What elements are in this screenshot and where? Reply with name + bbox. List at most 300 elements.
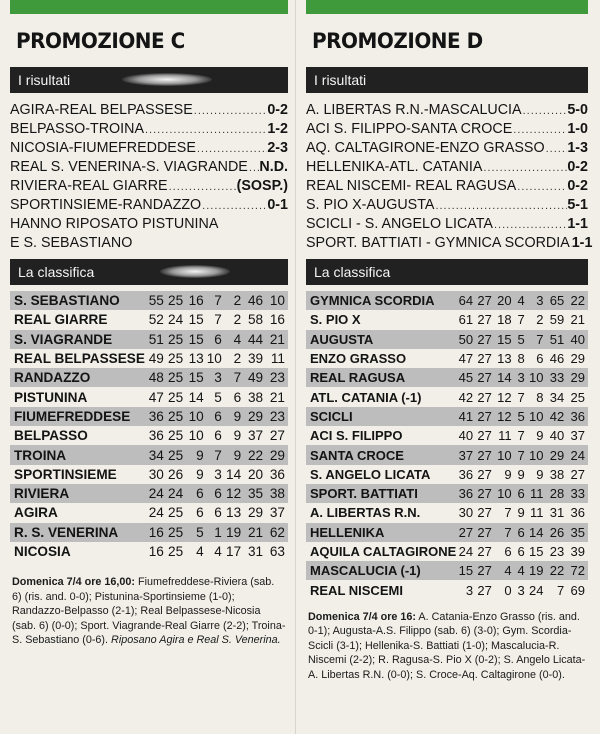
team-name: RANDAZZO <box>10 368 145 387</box>
stat-n: 6 <box>207 330 225 349</box>
stat-gf: 23 <box>549 544 565 559</box>
stat-p: 15 <box>528 544 544 559</box>
match-score: 1-0 <box>567 121 588 137</box>
stat-pts: 30 <box>458 505 474 521</box>
stat-gs: 62 <box>266 523 288 542</box>
stat-p: 2 <box>225 291 244 310</box>
result-row <box>10 177 288 196</box>
stat-n: 6 <box>207 407 225 426</box>
stat-pts: 45 <box>456 368 476 387</box>
team-name: SCICLI <box>306 407 456 426</box>
stat-n: 6 <box>207 484 225 503</box>
stat-n: 7 <box>517 312 525 328</box>
stat-pts: 15 <box>456 561 476 580</box>
team-name: S. ANGELO LICATA <box>310 466 431 482</box>
standings-row <box>306 503 588 522</box>
match-score: 2-3 <box>267 140 288 156</box>
stat-v: 10 <box>188 428 204 444</box>
stat-v: 4 <box>196 544 204 559</box>
stat-g: 25 <box>168 428 184 444</box>
stat-v: 4 <box>495 561 515 580</box>
match-name: NICOSIA-FIUMEFREDDESE <box>10 140 196 156</box>
stat-g: 27 <box>476 445 495 464</box>
stat-gs: 39 <box>570 544 585 559</box>
standings-row <box>306 387 588 406</box>
schedule-note <box>10 575 288 648</box>
standings-row <box>306 445 588 464</box>
stat-gf: 31 <box>247 544 264 559</box>
stat-gs: 37 <box>570 428 585 444</box>
stat-g: 27 <box>476 291 495 310</box>
match-score: 0-2 <box>567 178 588 194</box>
stat-g: 25 <box>167 523 186 542</box>
stat-gf: 38 <box>549 466 565 482</box>
team-name: AQUILA CALTAGIRONE <box>310 544 457 559</box>
standings-row <box>306 542 588 561</box>
stat-n: 7 <box>207 445 225 464</box>
match-name: REAL NISCEMI- REAL RAGUSA <box>306 178 517 194</box>
match-name: SCICLI - S. ANGELO LICATA <box>306 216 493 232</box>
standings-row <box>10 387 288 406</box>
stat-pts: 40 <box>458 428 474 444</box>
team-name: S. SEBASTIANO <box>10 291 145 310</box>
stat-g: 25 <box>167 368 186 387</box>
standings-row <box>306 330 588 349</box>
result-row <box>306 139 588 158</box>
stat-n: 3 <box>517 582 525 598</box>
stat-p: 10 <box>528 445 547 464</box>
stat-v: 10 <box>495 445 515 464</box>
stat-g: 27 <box>477 505 492 521</box>
stat-g: 25 <box>168 505 184 521</box>
result-row <box>306 215 588 234</box>
stat-g: 25 <box>168 389 184 405</box>
stat-v: 11 <box>498 428 512 444</box>
stat-n: 9 <box>517 505 525 521</box>
stat-v: 16 <box>186 291 207 310</box>
team-name: NICOSIA <box>14 544 71 559</box>
stat-gf: 21 <box>244 523 266 542</box>
standings-row <box>306 407 588 426</box>
stat-gs: 27 <box>269 428 285 444</box>
stat-gs: 38 <box>266 484 288 503</box>
standings-body <box>306 291 588 600</box>
stat-g: 27 <box>477 466 492 482</box>
stat-pts: 61 <box>458 312 474 328</box>
match-score: 1-2 <box>267 121 288 137</box>
stat-gf: 29 <box>546 445 567 464</box>
schedule-body: Fiumefreddese-Riviera (sab. 6) (ris. and. 0-0); Pistunina-Sportinsieme (1-0); Randazzo-Belpasso (2-1); Real Belpassese-Nicosia (sab. 6) (0-0); Sport. Viagrande-Real Giarre (2-2); Troina-S. Sebastiano (0-6). <box>12 576 286 647</box>
stat-gs: 72 <box>567 561 588 580</box>
stat-g: 25 <box>167 445 186 464</box>
stat-g: 27 <box>477 312 492 328</box>
team-name: REAL GIARRE <box>14 312 108 328</box>
stat-pts: 16 <box>145 523 167 542</box>
stat-pts: 34 <box>145 445 167 464</box>
stat-gf: 34 <box>549 389 565 405</box>
stat-n: 6 <box>515 484 528 503</box>
stat-p: 10 <box>528 368 547 387</box>
stat-pts: 52 <box>148 312 164 328</box>
stat-gf: 46 <box>244 291 266 310</box>
stat-p: 19 <box>225 523 244 542</box>
stat-p: 9 <box>233 428 242 444</box>
stat-gf: 58 <box>247 312 264 328</box>
standings-row <box>10 330 288 349</box>
match-score: N.D. <box>259 159 288 175</box>
stat-gf: 46 <box>549 351 565 367</box>
stat-v: 0 <box>504 582 512 598</box>
stat-n: 4 <box>515 291 528 310</box>
stat-g: 25 <box>167 291 186 310</box>
stat-p: 11 <box>528 484 547 503</box>
match-name: A. LIBERTAS R.N.-MASCALUCIA <box>306 102 522 118</box>
promozione-d-column <box>306 0 593 682</box>
match-name: S. PIO X-AUGUSTA <box>306 197 435 213</box>
stat-pts: 36 <box>456 484 476 503</box>
stat-pts: 42 <box>458 389 474 405</box>
stat-v: 14 <box>495 368 515 387</box>
result-row <box>306 234 593 253</box>
stat-p: 3 <box>528 291 547 310</box>
team-name: S. VIAGRANDE <box>10 330 145 349</box>
stat-gf: 22 <box>244 445 266 464</box>
stat-gf: 42 <box>546 407 567 426</box>
standings-row <box>10 407 288 426</box>
stat-n: 1 <box>207 523 225 542</box>
stat-pts: 36 <box>148 428 164 444</box>
stat-n: 3 <box>214 466 222 482</box>
stat-gf: 20 <box>247 466 264 482</box>
stat-v: 18 <box>497 312 512 328</box>
stat-n: 5 <box>515 407 528 426</box>
stat-g: 27 <box>477 582 492 598</box>
match-name: BELPASSO-TROINA <box>10 121 144 137</box>
column-divider <box>295 0 296 734</box>
stat-gs: 36 <box>269 466 285 482</box>
stat-gs: 21 <box>269 389 285 405</box>
stat-gs: 11 <box>270 351 285 367</box>
team-name: R. S. VENERINA <box>10 523 145 542</box>
stat-p: 19 <box>528 561 547 580</box>
stat-v: 5 <box>186 523 207 542</box>
stat-gf: 40 <box>549 428 565 444</box>
stat-v: 13 <box>497 351 512 367</box>
top-color-bar <box>306 0 588 14</box>
standings-row <box>10 310 288 329</box>
standings-row <box>10 542 288 561</box>
stat-p: 7 <box>528 330 547 349</box>
schedule-rest: Riposano Agira e Real S. Venerina. <box>108 634 281 647</box>
match-score: 0-2 <box>267 102 288 118</box>
team-name: MASCALUCIA (-1) <box>306 561 456 580</box>
stat-g: 26 <box>168 466 184 482</box>
standings-row <box>306 580 588 599</box>
stat-n: 7 <box>515 445 528 464</box>
results-header <box>10 67 288 93</box>
print-smear <box>122 73 212 86</box>
stat-v: 9 <box>186 445 207 464</box>
stat-v: 7 <box>504 505 512 521</box>
stat-p: 12 <box>225 484 244 503</box>
stat-gs: 23 <box>266 368 288 387</box>
team-name: S. PIO X <box>310 312 361 328</box>
standings-row <box>10 426 288 445</box>
stat-pts: 48 <box>145 368 167 387</box>
result-row <box>306 158 588 177</box>
stat-v: 12 <box>497 389 512 405</box>
standings-row <box>10 484 288 503</box>
stat-gf: 39 <box>247 351 264 367</box>
team-name: AGIRA <box>14 505 58 521</box>
match-name: SPORT. BATTIATI - GYMNICA SCORDIA <box>306 235 570 251</box>
stat-v: 20 <box>495 291 515 310</box>
team-name: BELPASSO <box>14 428 88 444</box>
stat-g: 25 <box>168 544 184 559</box>
stat-v: 6 <box>186 484 207 503</box>
stat-gs: 29 <box>266 445 288 464</box>
match-score: 1-1 <box>567 216 588 232</box>
standings-table <box>306 291 588 600</box>
stat-pts: 64 <box>456 291 476 310</box>
stat-n: 3 <box>207 368 225 387</box>
stat-gs: 24 <box>567 445 588 464</box>
stat-gs: 21 <box>266 330 288 349</box>
result-row <box>306 120 588 139</box>
stat-gs: 25 <box>570 389 585 405</box>
results-list <box>306 101 593 253</box>
results-list <box>10 101 288 253</box>
standings-row <box>306 349 588 368</box>
stat-gs: 40 <box>567 330 588 349</box>
stat-pts: 41 <box>456 407 476 426</box>
team-name: RIVIERA <box>10 484 145 503</box>
stat-n: 9 <box>517 466 525 482</box>
stat-gf: 7 <box>556 582 565 598</box>
stat-p: 2 <box>233 351 242 367</box>
stat-g: 25 <box>168 351 184 367</box>
stat-v: 6 <box>196 505 204 521</box>
match-score: 5-1 <box>567 197 588 213</box>
standings-row <box>306 368 588 387</box>
stat-p: 14 <box>528 523 547 542</box>
stat-gs: 35 <box>567 523 588 542</box>
team-name: SPORT. BATTIATI <box>306 484 456 503</box>
stat-p: 9 <box>536 428 544 444</box>
match-name: AQ. CALTAGIRONE-ENZO GRASSO <box>306 140 545 156</box>
stat-p: 6 <box>536 351 544 367</box>
stat-gs: 10 <box>266 291 288 310</box>
stat-gf: 28 <box>546 484 567 503</box>
stat-gs: 16 <box>269 312 285 328</box>
stat-pts: 49 <box>148 351 164 367</box>
stat-p: 2 <box>233 312 242 328</box>
result-row <box>10 139 288 158</box>
standings-row <box>306 426 588 445</box>
standings-row <box>10 368 288 387</box>
team-name: ACI S. FILIPPO <box>310 428 403 444</box>
stat-p: 8 <box>536 389 544 405</box>
stat-gf: 26 <box>546 523 567 542</box>
match-score: 5-0 <box>567 102 588 118</box>
top-color-bar <box>10 0 288 14</box>
stat-gs: 29 <box>570 351 585 367</box>
stat-gf: 44 <box>244 330 266 349</box>
team-name: GYMNICA SCORDIA <box>306 291 456 310</box>
stat-v: 15 <box>186 330 207 349</box>
stat-pts: 55 <box>145 291 167 310</box>
stat-n: 5 <box>214 389 222 405</box>
result-row <box>306 101 588 120</box>
standings-row <box>10 465 288 484</box>
stat-gf: 65 <box>546 291 567 310</box>
standings-row <box>306 465 588 484</box>
stat-v: 10 <box>186 407 207 426</box>
stat-gf: 49 <box>244 368 266 387</box>
stat-n: 8 <box>517 351 525 367</box>
section-title: PROMOZIONE D <box>312 29 483 53</box>
stat-n: 4 <box>515 561 528 580</box>
standings-header-label: La classifica <box>314 264 391 280</box>
stat-gf: 29 <box>244 407 266 426</box>
stat-g: 27 <box>476 407 495 426</box>
stat-g: 27 <box>476 330 495 349</box>
match-score: 0-2 <box>567 159 588 175</box>
stat-pts: 27 <box>456 523 476 542</box>
team-name: ATL. CATANIA (-1) <box>310 389 422 405</box>
standings-row <box>10 503 288 522</box>
stat-n: 6 <box>214 505 222 521</box>
stat-g: 27 <box>476 523 495 542</box>
stat-v: 9 <box>196 466 204 482</box>
match-name: SPORTINSIEME-RANDAZZO <box>10 197 202 213</box>
stat-v: 15 <box>186 368 207 387</box>
stat-p: 14 <box>226 466 242 482</box>
stat-gs: 36 <box>570 505 585 521</box>
result-row <box>306 196 588 215</box>
schedule-body: A. Catania-Enzo Grasso (ris. and. 0-1); Augusta-A.S. Filippo (sab. 6) (3-0); Gym. Scordia-Scicli (3-1); Hellenika-S. Battiati (1-0); Mascalucia-R. Niscemi (2-2); R. Ragusa-S. Pio X (0-2); S. Angelo Licata-A. Libertas R.N. (0-0); S. Croce-Aq. Caltagirone (0-0). <box>308 610 586 681</box>
results-header <box>306 67 588 93</box>
standings-row <box>10 523 288 542</box>
stat-v: 9 <box>504 466 512 482</box>
stat-p: 9 <box>225 445 244 464</box>
stat-gs: 27 <box>570 466 585 482</box>
schedule-lead: Domenica 7/4 ore 16,00: <box>12 576 136 589</box>
stat-n: 7 <box>214 312 222 328</box>
stat-v: 13 <box>188 351 204 367</box>
standings-row <box>10 291 288 310</box>
stat-n: 7 <box>517 428 525 444</box>
result-row <box>306 177 588 196</box>
stat-gs: 23 <box>266 407 288 426</box>
result-row <box>10 158 288 177</box>
stat-gs: 63 <box>269 544 285 559</box>
stat-p: 9 <box>225 407 244 426</box>
stat-v: 6 <box>504 544 512 559</box>
result-row <box>10 196 288 215</box>
standings-row <box>306 561 588 580</box>
standings-body <box>10 291 288 561</box>
match-score: 0-1 <box>267 197 288 213</box>
rest-note: HANNO RIPOSATO PISTUNINA <box>10 216 219 232</box>
stat-n: 7 <box>207 291 225 310</box>
stat-g: 24 <box>167 484 186 503</box>
standings-row <box>10 349 288 368</box>
stat-n: 5 <box>515 330 528 349</box>
stat-pts: 47 <box>148 389 164 405</box>
stat-g: 27 <box>476 561 495 580</box>
match-score: 1-1 <box>571 235 593 251</box>
stat-gs: 29 <box>567 368 588 387</box>
stat-gs: 69 <box>570 582 585 598</box>
stat-pts: 50 <box>456 330 476 349</box>
match-name: ACI S. FILIPPO-SANTA CROCE <box>306 121 513 137</box>
standings-row <box>10 445 288 464</box>
stat-gf: 38 <box>247 389 264 405</box>
stat-gf: 51 <box>546 330 567 349</box>
stat-p: 2 <box>536 312 544 328</box>
results-header-label: I risultati <box>314 72 367 88</box>
stat-pts: 47 <box>458 351 474 367</box>
team-name: REAL BELPASSESE <box>14 351 145 367</box>
stat-g: 24 <box>168 312 184 328</box>
team-name: AUGUSTA <box>306 330 456 349</box>
match-score: 1-3 <box>567 140 588 156</box>
stat-pts: 36 <box>458 466 474 482</box>
standings-header <box>306 259 588 285</box>
stat-n: 6 <box>517 544 525 559</box>
standings-row <box>306 484 588 503</box>
match-name: AGIRA-REAL BELPASSESE <box>10 102 193 118</box>
stat-v: 15 <box>188 312 204 328</box>
stat-g: 27 <box>477 389 492 405</box>
team-name: SPORTINSIEME <box>14 466 117 482</box>
stat-gf: 33 <box>546 368 567 387</box>
stat-g: 27 <box>476 368 495 387</box>
match-score: (SOSP.) <box>236 178 288 194</box>
stat-gf: 22 <box>546 561 567 580</box>
schedule-lead: Domenica 7/4 ore 16: <box>308 610 417 623</box>
match-name: REAL S. VENERINA-S. VIAGRANDE <box>10 159 248 175</box>
stat-g: 27 <box>477 544 492 559</box>
stat-p: 11 <box>529 505 544 521</box>
stat-g: 27 <box>477 428 492 444</box>
team-name: ENZO GRASSO <box>310 351 407 367</box>
stat-gs: 33 <box>567 484 588 503</box>
team-name: REAL RAGUSA <box>306 368 456 387</box>
results-header-label: I risultati <box>18 72 71 88</box>
section-title: PROMOZIONE C <box>16 29 185 53</box>
stat-p: 7 <box>225 368 244 387</box>
standings-row <box>306 310 588 329</box>
stat-v: 12 <box>495 407 515 426</box>
stat-pts: 24 <box>145 484 167 503</box>
stat-n: 3 <box>515 368 528 387</box>
stat-n: 6 <box>214 428 222 444</box>
stat-pts: 36 <box>145 407 167 426</box>
stat-p: 4 <box>225 330 244 349</box>
standings-table <box>10 291 288 561</box>
stat-gs: 22 <box>567 291 588 310</box>
stat-gf: 37 <box>247 428 264 444</box>
team-name: REAL NISCEMI <box>310 582 403 598</box>
stat-pts: 37 <box>456 445 476 464</box>
stat-pts: 24 <box>458 544 474 559</box>
rest-note: E S. SEBASTIANO <box>10 235 133 251</box>
print-smear <box>160 265 230 278</box>
stat-p: 17 <box>226 544 242 559</box>
stat-gf: 29 <box>247 505 264 521</box>
